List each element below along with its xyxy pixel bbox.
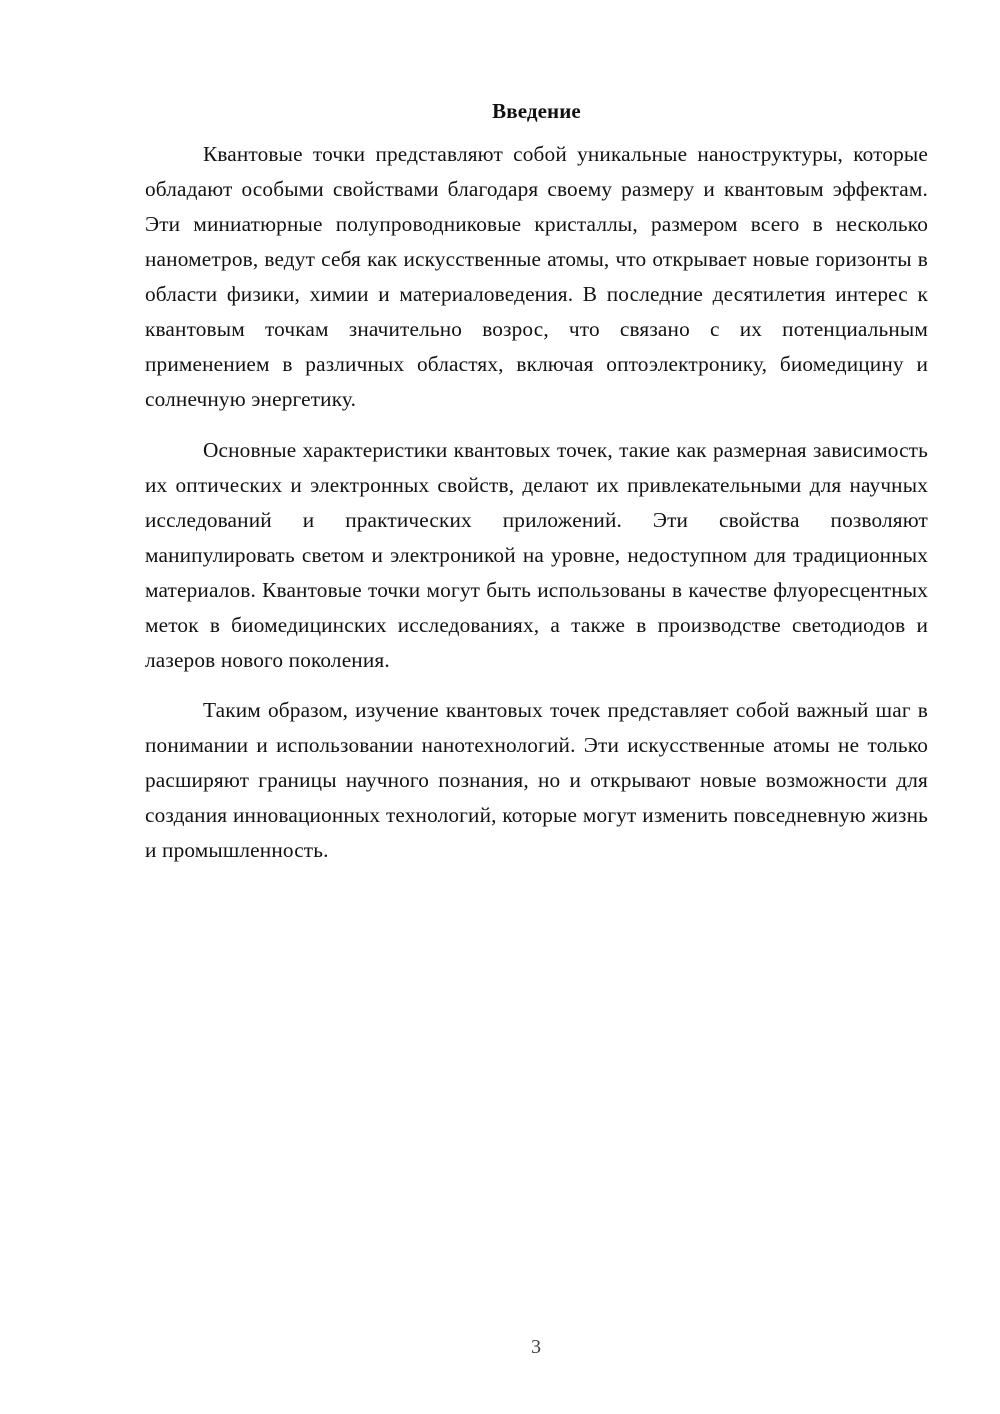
section-heading: Введение <box>492 99 581 123</box>
paragraph-1: Квантовые точки представляют собой уникальные наноструктуры, которые обладают особыми свойствами благодаря своему размеру и квантовым эффектам. Эти миниатюрные полупроводниковые кристаллы, размером всего в несколько нанометров, ведут себя как искусственные атомы, что открывает новые горизонты в области физики, химии и материаловедения. В последние десятилетия интерес к квантовым точкам значительно возрос, что связано с их потенциальным применением в различных областях, включая оптоэлектронику, биомедицину и солнечную энергетику. <box>145 142 928 411</box>
page-number: 3 <box>531 1336 541 1358</box>
page-content <box>145 96 928 884</box>
paragraph-3: Таким образом, изучение квантовых точек представляет собой важный шаг в понимании и использовании нанотехнологий. Эти искусственные атомы не только расширяют границы научного познания, но и открывают новые возможности для создания инновационных технологий, которые могут изменить повседневную жизнь и промышленность. <box>145 698 928 862</box>
paragraph-2: Основные характеристики квантовых точек, такие как размерная зависимость их оптических и электронных свойств, делают их привлекательными для научных исследований и практических приложений. Эти свойства позволяют манипулировать светом и электроникой на уровне, недоступном для традиционных материалов. Квантовые точки могут быть использованы в качестве флуоресцентных меток в биомедицинских исследованиях, а также в производстве светодиодов и лазеров нового поколения. <box>145 437 928 672</box>
